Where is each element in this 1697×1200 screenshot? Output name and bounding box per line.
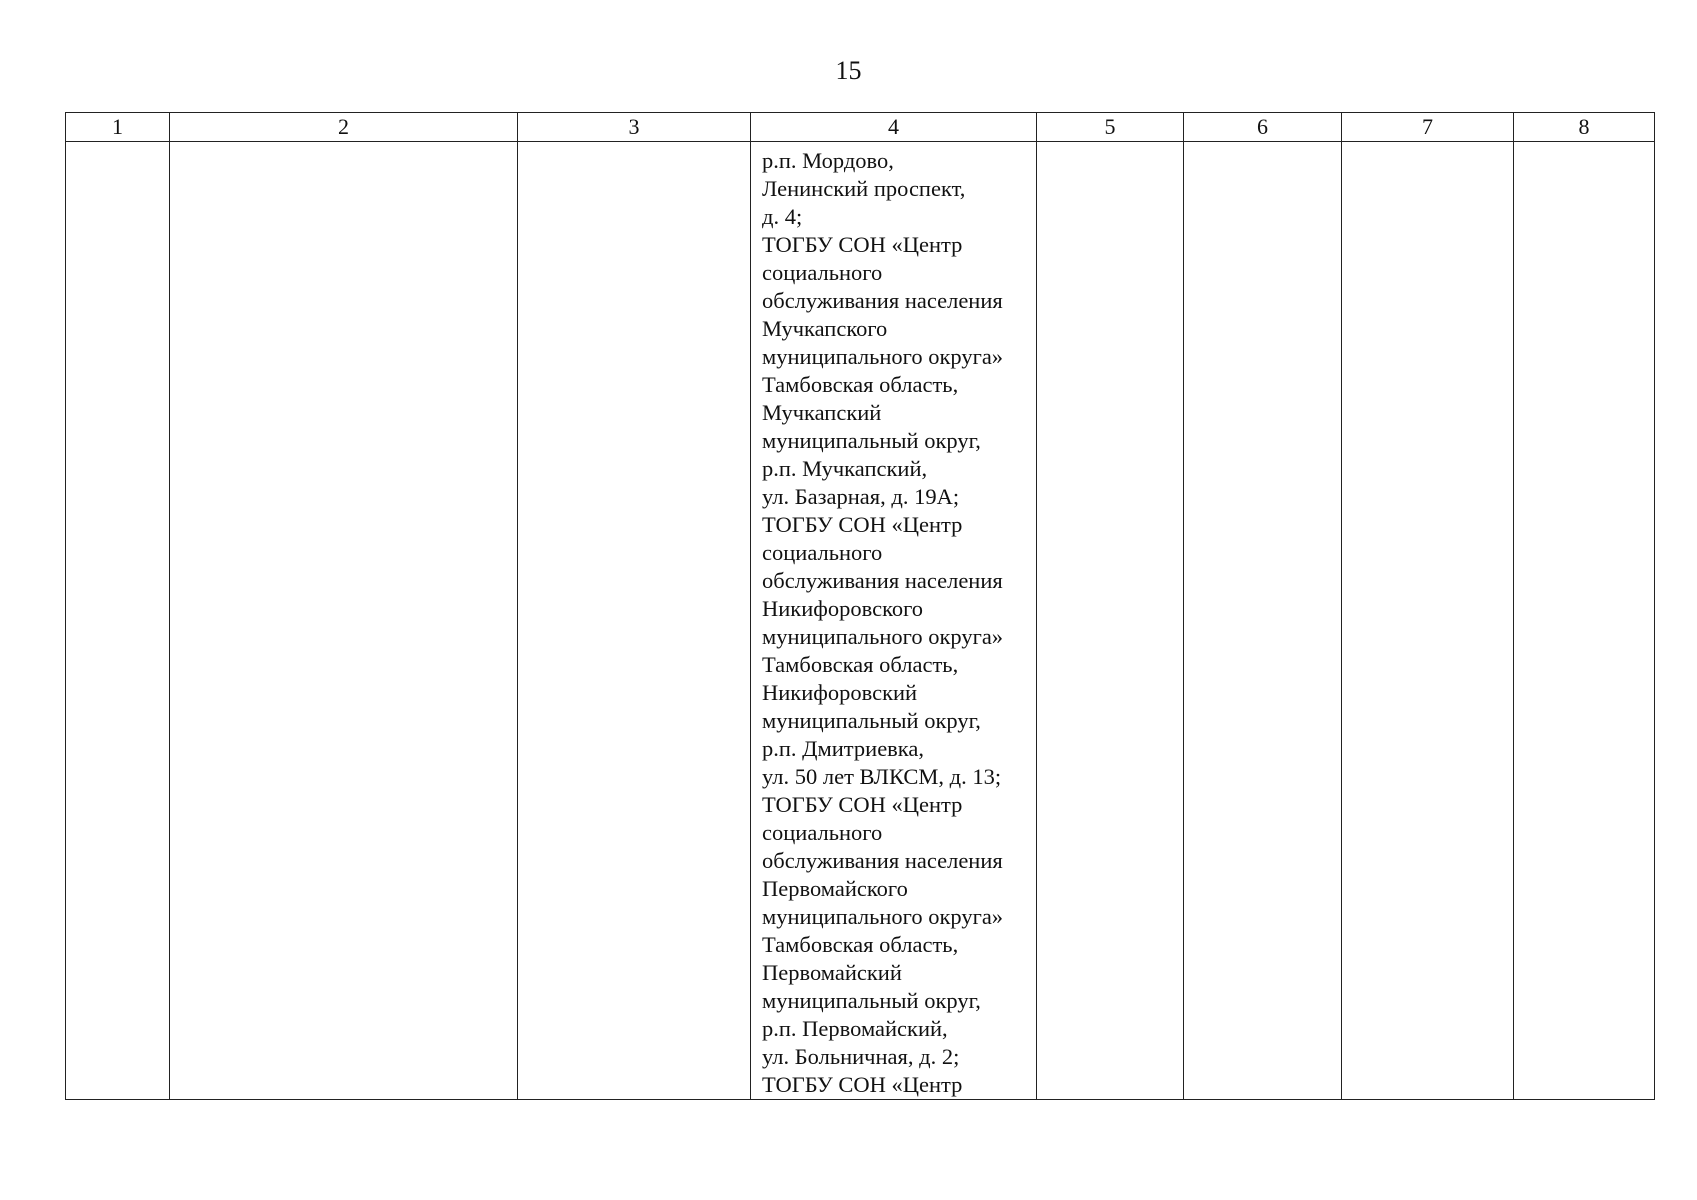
column-header-7: 7 <box>1342 113 1514 142</box>
table-cell-1 <box>66 142 170 1100</box>
column-header-6: 6 <box>1184 113 1342 142</box>
column-header-3: 3 <box>518 113 751 142</box>
cell-8-text <box>1514 142 1654 147</box>
table-cell-2 <box>170 142 518 1100</box>
cell-4-address-text: р.п. Мордово, Ленинский проспект, д. 4; ТОГБУ СОН «Центр социального обслуживания населения Мучкапского муниципального округа» Тамбовская область, Мучкапский муниципальный округ, р.п. Мучкапский, ул. Базарная, д. 19А; ТОГБУ СОН «Центр социального обслуживания населения Никифоровского муниципального округа» Тамбовская область, Никифоровский муниципальный округ, р.п. Дмитриевка, ул. 50 лет ВЛКСМ, д. 13; ТОГБУ СОН «Центр социального обслуживания населения Первомайского муниципального округа» Тамбовская область, Первомайский муниципальный округ, р.п. Первомайский, ул. Больничная, д. 2; ТОГБУ СОН «Центр <box>762 148 1004 1097</box>
table-cell-5 <box>1037 142 1184 1100</box>
table-cell-8 <box>1514 142 1655 1100</box>
column-header-4: 4 <box>751 113 1037 142</box>
cell-7-text <box>1342 142 1513 147</box>
page-number: 15 <box>835 56 862 85</box>
column-header-1: 1 <box>66 113 170 142</box>
table-cell-3 <box>518 142 751 1100</box>
table-cell-7 <box>1342 142 1514 1100</box>
column-header-8: 8 <box>1514 113 1655 142</box>
cell-2-text <box>170 142 517 147</box>
table-header-row <box>66 113 1655 142</box>
document-table <box>65 112 1655 1100</box>
cell-3-text <box>518 142 750 147</box>
table-row <box>66 142 1655 1100</box>
cell-1-text <box>66 142 169 147</box>
cell-6-text <box>1184 142 1341 147</box>
cell-5-text <box>1037 142 1183 147</box>
table-cell-4 <box>751 142 1037 1100</box>
table-cell-6 <box>1184 142 1342 1100</box>
column-header-5: 5 <box>1037 113 1184 142</box>
column-header-2: 2 <box>170 113 518 142</box>
